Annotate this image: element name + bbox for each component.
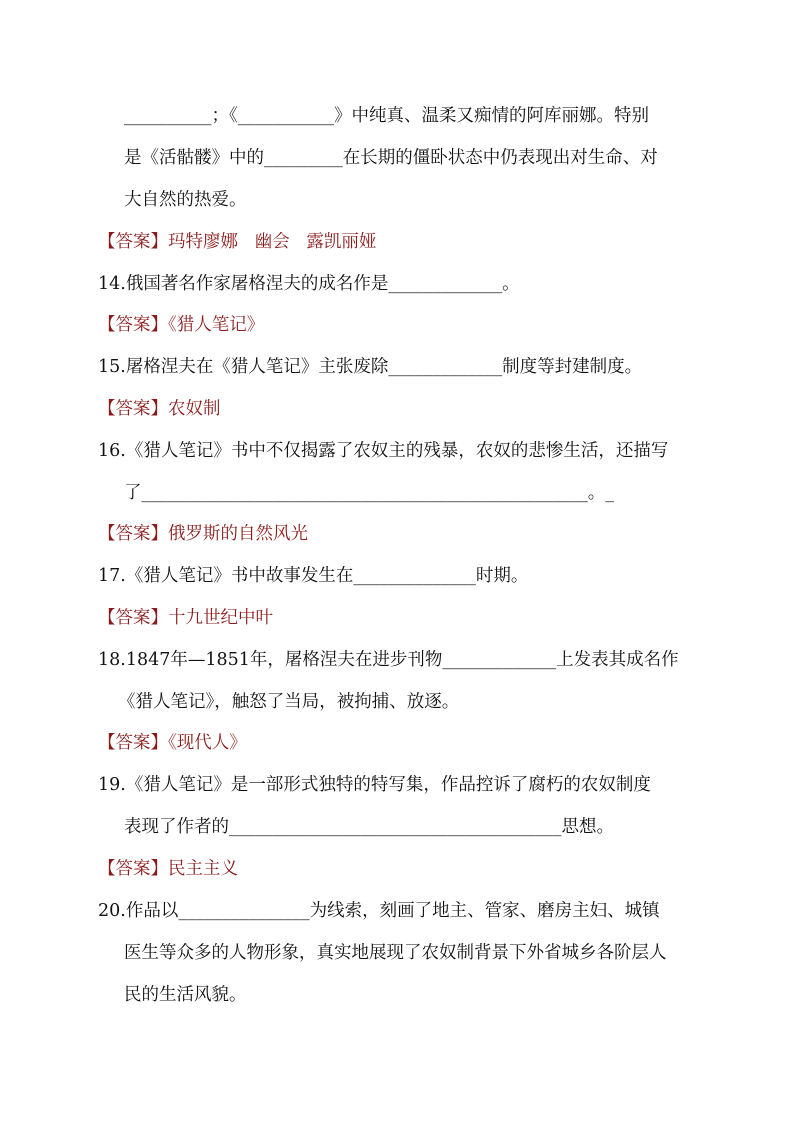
answer-tag: 【答案】 [98, 524, 168, 544]
answer-tag: 【答案】 [98, 608, 168, 628]
text-line: 大自然的热爱。 [124, 190, 247, 210]
answer-line-15 [98, 397, 221, 421]
question-17: 17.《猎人笔记》书中故事发生在______________时期。 [98, 566, 529, 586]
question-19: 19.《猎人笔记》是一部形式独特的特写集，作品控诉了腐朽的农奴制度 [98, 775, 651, 795]
answer-line-17 [98, 606, 273, 630]
question-16: 16.《猎人笔记》书中不仅揭露了农奴主的残暴，农奴的悲惨生活，还描写 [98, 441, 669, 461]
answer-text: 俄罗斯的自然风光 [168, 524, 308, 544]
question-18-cont: 《猎人笔记》，触怒了当局，被拘捕、放逐。 [118, 692, 460, 712]
answer-text: 玛特廖娜 幽会 露凯丽娅 [168, 232, 377, 252]
question-20-cont: 民的生活风貌。 [124, 985, 247, 1005]
question-14: 14.俄国著名作家屠格涅夫的成名作是_____________。 [98, 274, 520, 294]
answer-text: 民主主义 [168, 859, 238, 879]
question-16-cont: 了___________________________________________________。_ [124, 483, 614, 503]
answer-text: 《现代人》 [168, 733, 247, 753]
question-20-cont: 医生等众多的人物形象，真实地展现了农奴制背景下外省城乡各阶层人 [124, 943, 667, 963]
answer-tag: 【答案】 [98, 399, 168, 419]
answer-text: 《猎人笔记》 [168, 315, 265, 335]
answer-tag: 【答案】 [98, 232, 168, 252]
text-line: 是《活骷髅》中的_________在长期的僵卧状态中仍表现出对生命、对 [124, 148, 658, 168]
answer-line-19 [98, 857, 238, 881]
answer-tag: 【答案】 [98, 315, 168, 335]
answer-line-14 [98, 313, 264, 337]
answer-text: 农奴制 [168, 399, 221, 419]
answer-tag: 【答案】 [98, 859, 168, 879]
question-18: 18.1847年—1851年，屠格涅夫在进步刊物_____________上发表其成名作 [98, 650, 679, 670]
question-20: 20.作品以_______________为线索，刻画了地主、管家、磨房主妇、城镇 [98, 901, 660, 921]
answer-tag: 【答案】 [98, 733, 168, 753]
answer-line-18 [98, 731, 247, 755]
text-line: __________；《___________》中纯真、温柔又痴情的阿库丽娜。特别 [124, 106, 649, 126]
answer-line-16 [98, 522, 308, 546]
question-15: 15.屠格涅夫在《猎人笔记》主张废除_____________制度等封建制度。 [98, 357, 643, 377]
answer-text: 十九世纪中叶 [168, 608, 273, 628]
question-19-cont: 表现了作者的______________________________________思想。 [124, 817, 614, 837]
answer-line-13 [98, 230, 376, 254]
